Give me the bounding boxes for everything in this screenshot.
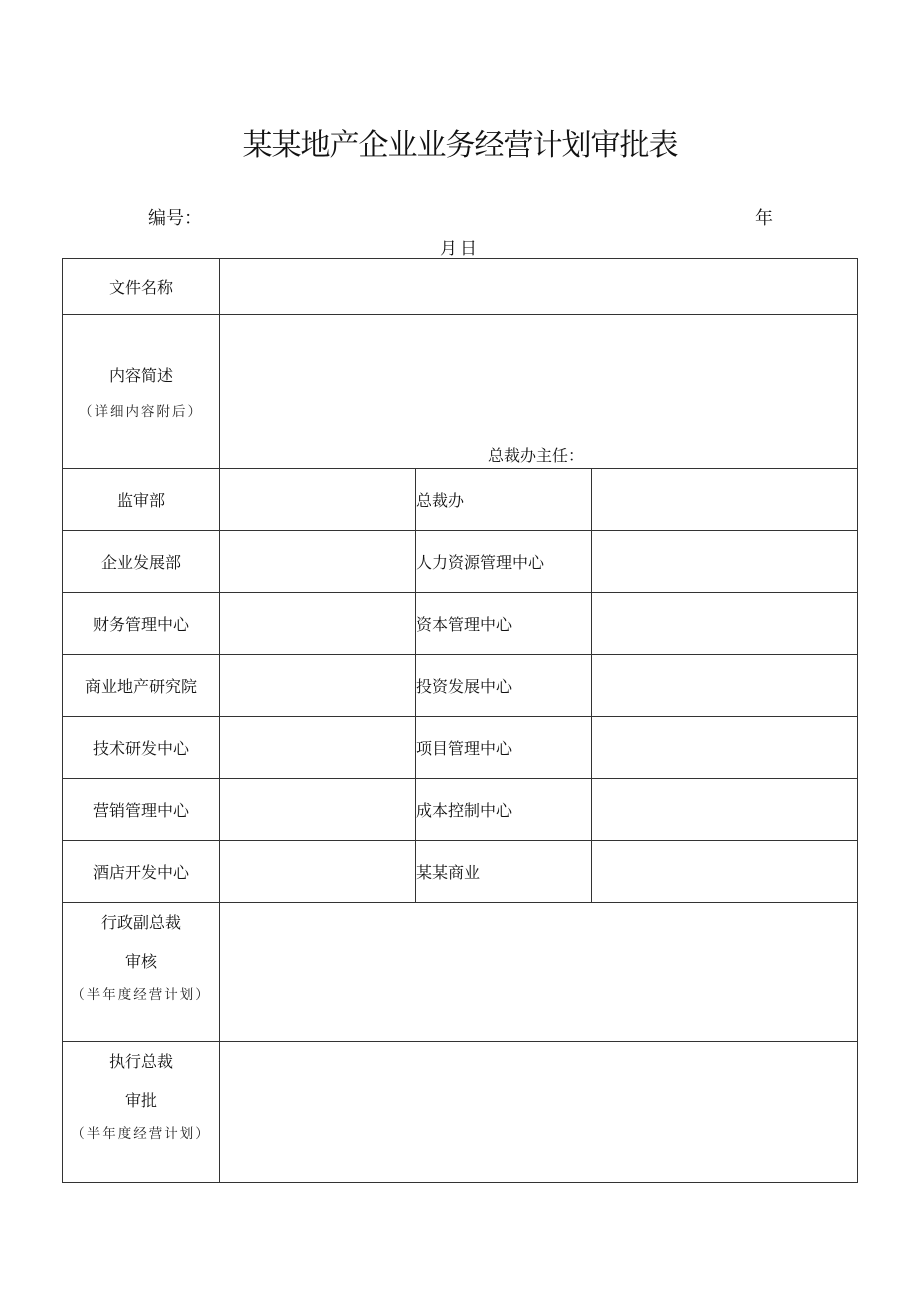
approve-label-line2: 审批	[124, 1091, 157, 1110]
file-name-field[interactable]	[220, 259, 858, 315]
department-row	[63, 593, 858, 655]
dept-label-left: 财务管理中心	[63, 593, 220, 655]
dept-sign-right[interactable]	[592, 531, 858, 593]
serial-number-label: 编号：	[148, 208, 202, 229]
dept-sign-left[interactable]	[220, 593, 416, 655]
month-day-label: 月日	[440, 239, 480, 259]
dept-label-right: 资本管理中心	[416, 593, 592, 655]
dept-label-left: 监审部	[63, 469, 220, 531]
dept-sign-right[interactable]	[592, 841, 858, 903]
approve-field[interactable]	[220, 1042, 858, 1183]
dept-sign-right[interactable]	[592, 469, 858, 531]
director-signature-label: 总裁办主任：	[488, 446, 585, 465]
dept-label-right: 项目管理中心	[416, 717, 592, 779]
document-title: 某某地产企业业务经营计划审批表	[242, 128, 678, 163]
content-label-cell	[63, 315, 220, 469]
dept-label-left: 营销管理中心	[63, 779, 220, 841]
dept-sign-left[interactable]	[220, 469, 416, 531]
dept-label-left: 技术研发中心	[63, 717, 220, 779]
dept-label-right: 人力资源管理中心	[416, 531, 592, 593]
year-label: 年	[755, 208, 773, 229]
approve-label-cell	[63, 1042, 220, 1183]
review-sublabel: （半年度经营计划）	[71, 987, 211, 1003]
review-row	[63, 903, 858, 1042]
content-field[interactable]	[220, 315, 858, 469]
dept-label-left: 商业地产研究院	[63, 655, 220, 717]
content-sublabel: （详细内容附后）	[79, 404, 203, 420]
content-label: 内容简述	[108, 366, 173, 385]
dept-sign-left[interactable]	[220, 655, 416, 717]
department-row	[63, 469, 858, 531]
dept-label-right: 总裁办	[416, 469, 592, 531]
department-row	[63, 717, 858, 779]
dept-label-left: 企业发展部	[63, 531, 220, 593]
file-name-label: 文件名称	[63, 259, 220, 315]
dept-sign-left[interactable]	[220, 779, 416, 841]
file-name-row	[63, 259, 858, 315]
dept-sign-left[interactable]	[220, 717, 416, 779]
content-row	[63, 315, 858, 469]
approve-sublabel: （半年度经营计划）	[71, 1126, 211, 1142]
dept-label-left: 酒店开发中心	[63, 841, 220, 903]
department-row	[63, 655, 858, 717]
department-row	[63, 841, 858, 903]
department-row	[63, 779, 858, 841]
department-row	[63, 531, 858, 593]
dept-label-right: 投资发展中心	[416, 655, 592, 717]
review-label-line2: 审核	[124, 952, 157, 971]
approve-label-line1: 执行总裁	[108, 1052, 173, 1071]
dept-sign-right[interactable]	[592, 779, 858, 841]
dept-label-right: 成本控制中心	[416, 779, 592, 841]
dept-sign-right[interactable]	[592, 717, 858, 779]
dept-sign-right[interactable]	[592, 593, 858, 655]
review-label-line1: 行政副总裁	[100, 913, 181, 932]
dept-sign-left[interactable]	[220, 531, 416, 593]
approve-row	[63, 1042, 858, 1183]
review-field[interactable]	[220, 903, 858, 1042]
review-label-cell	[63, 903, 220, 1042]
dept-label-right: 某某商业	[416, 841, 592, 903]
approval-form-table	[62, 258, 858, 1183]
dept-sign-left[interactable]	[220, 841, 416, 903]
dept-sign-right[interactable]	[592, 655, 858, 717]
